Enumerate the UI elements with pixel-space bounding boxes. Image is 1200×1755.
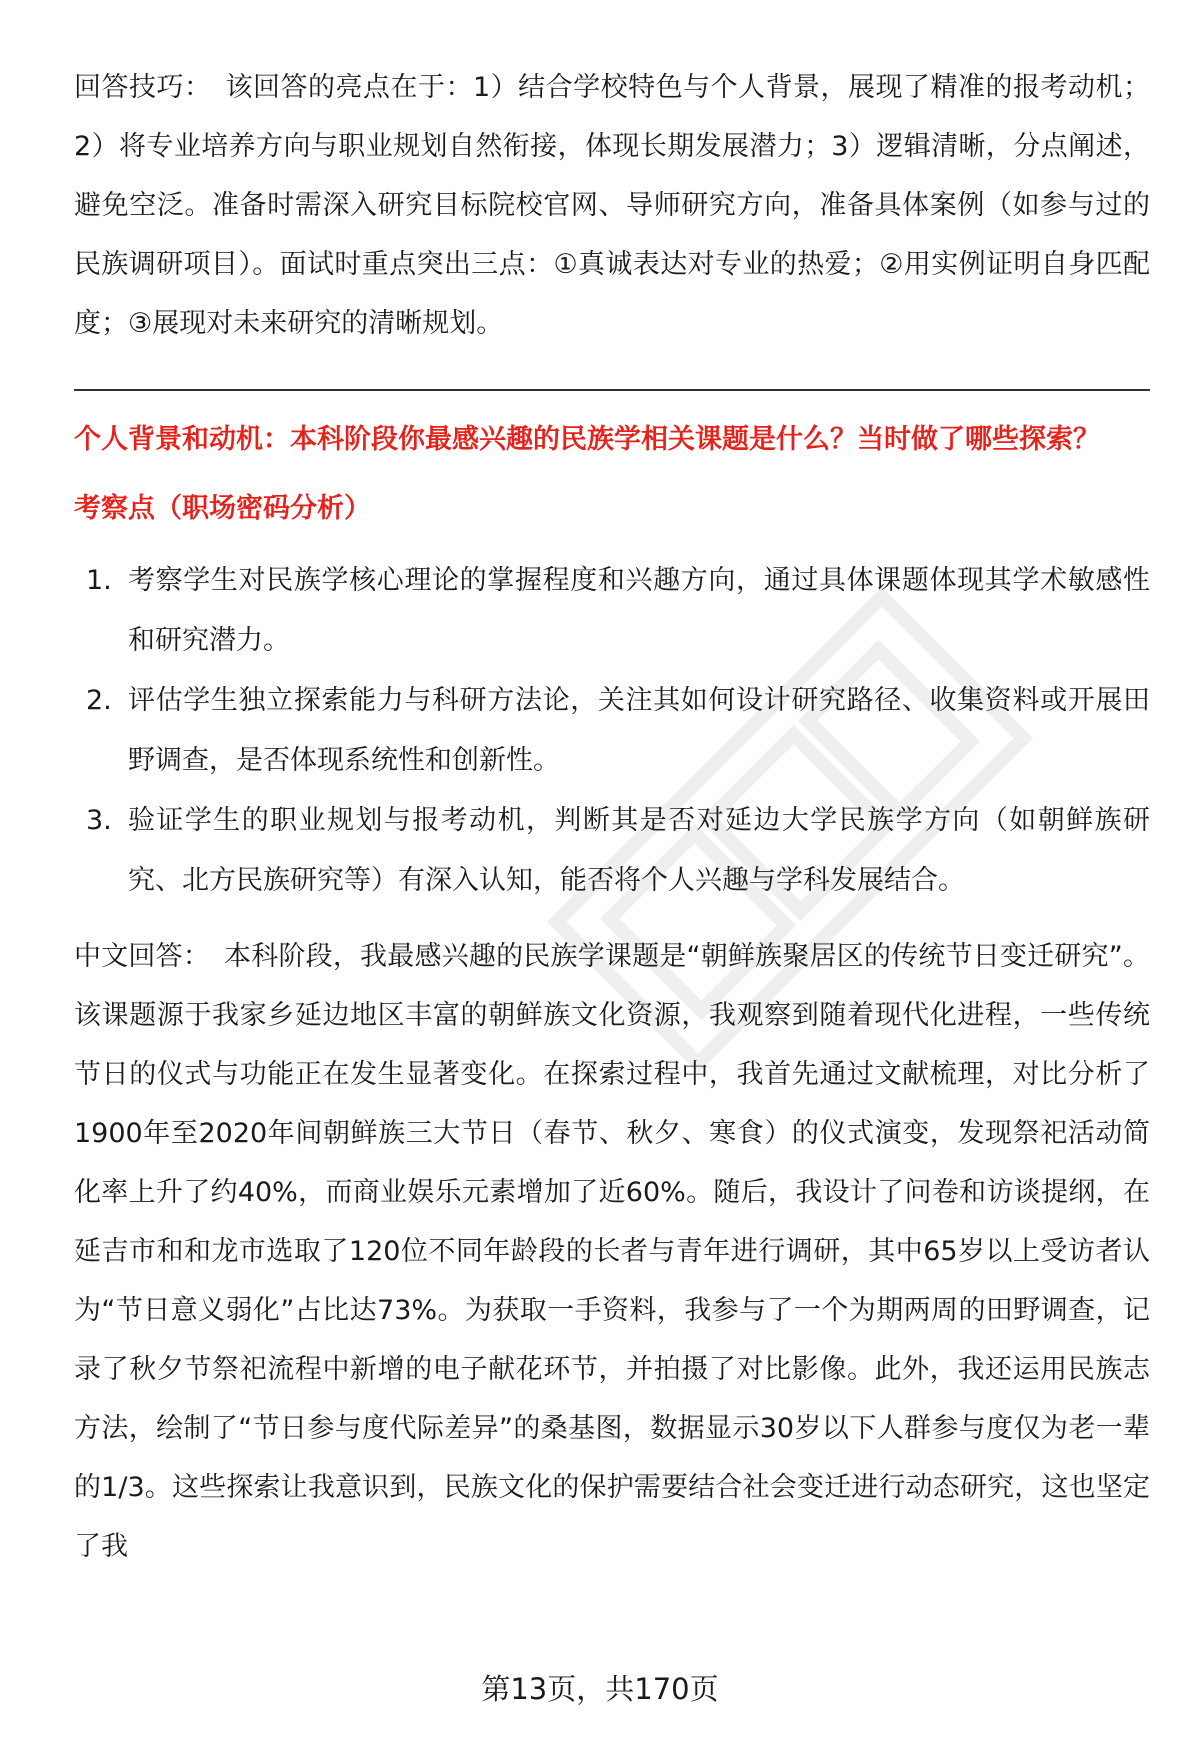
list-item	[74, 791, 1150, 911]
chinese-answer-text: 本科阶段，我最感兴趣的民族学课题是“朝鲜族聚居区的传统节日变迁研究”。该课题源于我家乡延边地区丰富的朝鲜族文化资源，我观察到随着现代化进程，一些传统节日的仪式与功能正在发生显著变化。在探索过程中，我首先通过文献梳理，对比分析了1900年至2020年间朝鲜族三大节日（春节、秋夕、寒食）的仪式演变，发现祭祀活动简化率上升了约40%，而商业娱乐元素增加了近60%。随后，我设计了问卷和访谈提纲，在延吉市和和龙市选取了120位不同年龄段的长者与青年进行调研，其中65岁以上受访者认为“节日意义弱化”占比达73%。为获取一手资料，我参与了一个为期两周的田野调查，记录了秋夕节祭祀流程中新增的电子献花环节，并拍摄了对比影像。此外，我还运用民族志方法，绘制了“节日参与度代际差异”的桑基图，数据显示30岁以下人群参与度仅为老一辈的1/3。这些探索让我意识到，民族文化的保护需要结合社会变迁进行动态研究，这也坚定了我	[74, 941, 1150, 1562]
list-item-number: 3.	[86, 805, 112, 836]
exam-points-title: 考察点（职场密码分析）	[74, 493, 371, 524]
answer-tips-paragraph	[74, 58, 1150, 353]
list-item-text: 评估学生独立探索能力与科研方法论，关注其如何设计研究路径、收集资料或开展田野调查，是否体现系统性和创新性。	[128, 685, 1150, 776]
chinese-answer-paragraph	[74, 927, 1150, 1576]
document-page	[74, 58, 1150, 1576]
list-item	[74, 551, 1150, 671]
chinese-answer-label: 中文回答：	[74, 941, 211, 972]
section-divider	[74, 389, 1150, 391]
list-item-text: 考察学生对民族学核心理论的掌握程度和兴趣方向，通过具体课题体现其学术敏感性和研究潜力。	[128, 565, 1150, 656]
answer-tips-text: 该回答的亮点在于：1）结合学校特色与个人背景，展现了精准的报考动机；2）将专业培养方向与职业规划自然衔接，体现长期发展潜力；3）逻辑清晰，分点阐述，避免空泛。准备时需深入研究目标院校官网、导师研究方向，准备具体案例（如参与过的民族调研项目）。面试时重点突出三点：①真诚表达对专业的热爱；②用实例证明自身匹配度；③展现对未来研究的清晰规划。	[74, 72, 1150, 339]
exam-points-list	[74, 551, 1150, 911]
answer-tips-label: 回答技巧：	[74, 72, 212, 103]
list-item-text: 验证学生的职业规划与报考动机，判断其是否对延边大学民族学方向（如朝鲜族研究、北方民族研究等）有深入认知，能否将个人兴趣与学科发展结合。	[128, 805, 1150, 896]
page-number-footer: 第13页，共170页	[481, 1672, 719, 1706]
list-item	[74, 671, 1150, 791]
list-item-number: 2.	[86, 685, 112, 716]
question-heading: 个人背景和动机：本科阶段你最感兴趣的民族学相关课题是什么？当时做了哪些探索？	[74, 424, 1100, 455]
list-item-number: 1.	[86, 565, 112, 596]
